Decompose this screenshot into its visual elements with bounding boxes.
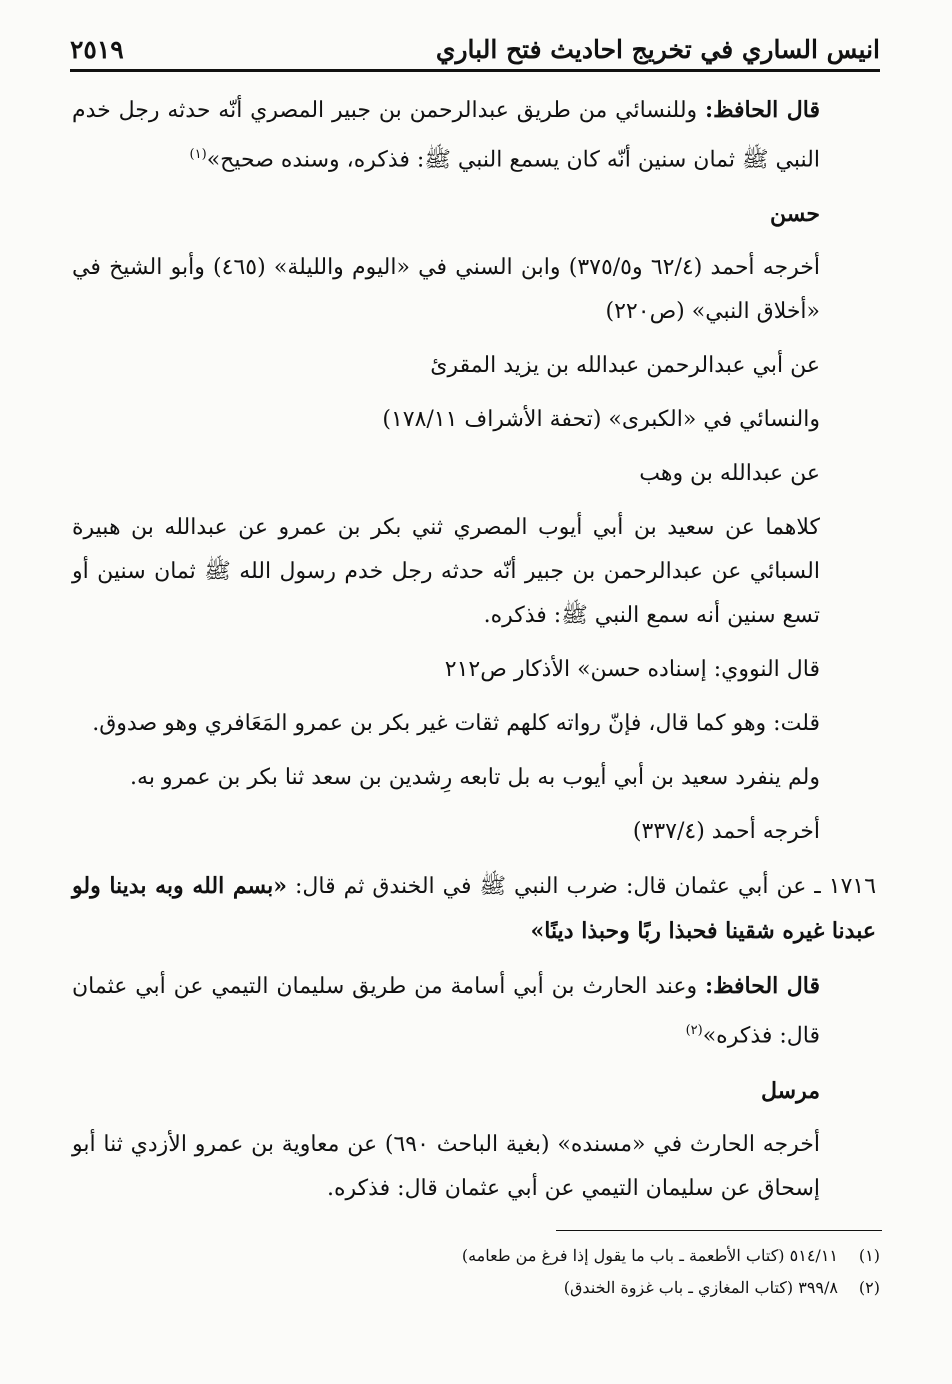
hadith-matn: «بسم الله وبه بدينا ولو عبدنا غيره شقينا فحبذا ربًا وحبذا دينًا» (72, 873, 876, 945)
hafiz-quote-2: قال الحافظ: وعند الحارث بن أبي أسامة من طريق سليمان التيمي عن أبي عثمان قال: فذكره»$^{(٢)}$ (72, 973, 820, 1049)
running-head: انيس الساري في تخريج احاديث فتح الباري (435, 34, 880, 64)
footnote-rule (556, 1230, 882, 1231)
header-rule (70, 69, 880, 72)
paragraph-narrator-muqri: عن أبي عبدالرحمن عبدالله بن يزيد المقرئ (430, 353, 820, 379)
paragraph-nasai: والنسائي في «الكبرى» (تحفة الأشراف ١٧٨/١١) (382, 407, 820, 433)
paragraph-ahmad-ref: أخرجه أحمد (٣٣٧/٤) (632, 819, 820, 845)
paragraph-mutabaa: ولم ينفرد سعيد بن أبي أيوب به بل تابعه رِشدين بن سعد ثنا بكر بن عمرو به. (130, 765, 820, 791)
footnote-number: (٢) (858, 1278, 880, 1297)
page-number: ٢٥١٩ (70, 34, 124, 64)
page-header (70, 30, 880, 68)
paragraph-qultu: قلت: وهو كما قال، فإنّ رواته كلهم ثقات غير بكر بن عمرو المَعَافري وهو صدوق. (92, 711, 820, 737)
footnote-text: ٥١٤/١١ (كتاب الأطعمة ـ باب ما يقول إذا فرغ من طعامه) (461, 1246, 838, 1265)
grade-heading-hasan: حسن (770, 201, 820, 228)
paragraph-takhrij-ahmad: أخرجه أحمد (٦٢/٤ و٣٧٥/٥) وابن السني في «اليوم والليلة» (٤٦٥) وأبو الشيخ في «أخلاق النبي» (ص٢٢٠) (72, 255, 820, 325)
footnote-text: ٣٩٩/٨ (كتاب المغازي ـ باب غزوة الخندق) (563, 1278, 838, 1297)
hafiz-label: قال الحافظ: (705, 973, 820, 1000)
main-text (72, 88, 876, 1221)
hadith-1716: ١٧١٦ ـ عن أبي عثمان قال: ضرب النبي ﷺ في الخندق ثم قال: «بسم الله وبه بدينا ولو عبدنا غيره شقينا فحبذا ربًا وحبذا دينًا» (72, 873, 877, 945)
hafiz-label: قال الحافظ: (705, 97, 820, 123)
paragraph-chain: كلاهما عن سعيد بن أبي أيوب المصري ثني بكر بن عمرو عن عبدالله بن هبيرة السبائي عن عبدالرحمن بن جبير أنّه حدثه رجل خدم رسول الله ﷺ ثمان سنين أو تسع سنين أنه سمع النبي ﷺ: فذكره. (72, 515, 821, 629)
hafiz-quote-1: قال الحافظ: وللنسائي من طريق عبدالرحمن بن جبير المصري أنّه حدثه رجل خدم النبي ﷺ ثمان سنين أنّه كان يسمع النبي ﷺ: فذكره، وسنده صحيح»$^{(١)}$ (72, 97, 820, 173)
footnote-ref-1[interactable]: (١) (189, 147, 207, 162)
footnote-2 (300, 1272, 880, 1304)
footnote-1 (300, 1240, 880, 1272)
paragraph-narrator-wahb: عن عبدالله بن وهب (639, 461, 820, 487)
paragraph-harith: أخرجه الحارث في «مسنده» (بغية الباحث ٦٩٠) عن معاوية بن عمرو الأزدي ثنا أبو إسحاق عن سليمان التيمي عن أبي عثمان قال: فذكره. (72, 1131, 820, 1201)
footnotes (300, 1240, 880, 1304)
grade-heading-mursal: مرسل (760, 1077, 820, 1104)
footnote-number: (١) (858, 1246, 880, 1265)
footnote-ref-2[interactable]: (٢) (685, 1023, 703, 1039)
paragraph-nawawi: قال النووي: إسناده حسن» الأذكار ص٢١٢ (444, 657, 820, 683)
